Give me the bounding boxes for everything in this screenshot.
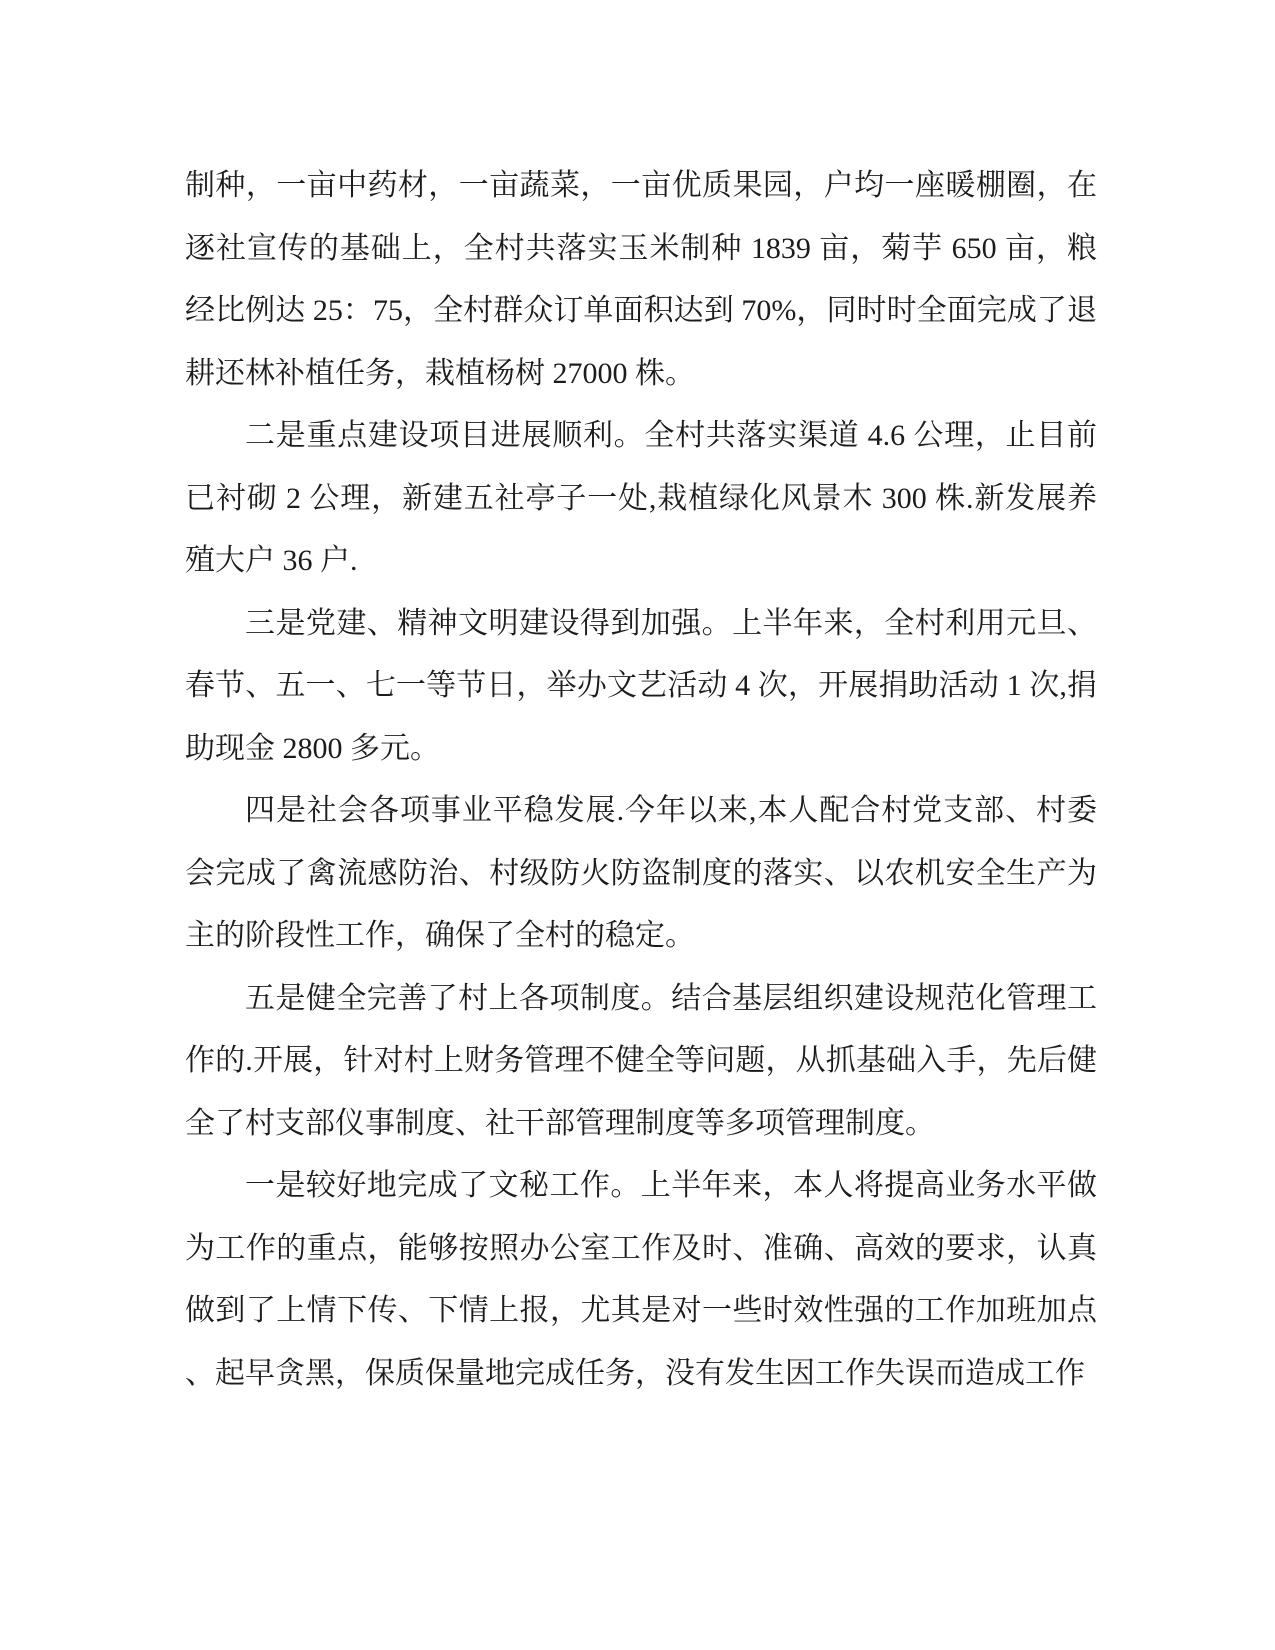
paragraph-social-undertakings: 四是社会各项事业平稳发展.今年以来,本人配合村党支部、村委会完成了禽流感防治、村级防火防盗制度的落实、以农机安全生产为主的阶段性工作，确保了全村的稳定。 <box>185 794 1097 952</box>
paragraph-village-systems: 五是健全完善了村上各项制度。结合基层组织建设规范化管理工作的.开展，针对村上财务管理不健全等问题，从抓基础入手，先后健全了村支部仪事制度、社干部管理制度等多项管理制度。 <box>185 981 1097 1140</box>
paragraph-continuation-planting: 制种，一亩中药材，一亩蔬菜，一亩优质果园，户均一座暖棚圈，在逐社宣传的基础上，全村共落实玉米制种 1839 亩，菊芋 650 亩，粮经比例达 25：75，全村群众订单面积达到 70%，同时时全面完成了退耕还林补植任务，栽植杨树 27000 株。 <box>185 169 1097 390</box>
paragraph-key-construction-projects: 二是重点建设项目进展顺利。全村共落实渠道 4.6 公理，止目前已衬砌 2 公理，新建五社亭子一处,栽植绿化风景木 300 株.新发展养殖大户 36 户. <box>185 419 1097 577</box>
paragraph-secretarial-work: 一是较好地完成了文秘工作。上半年来，本人将提高业务水平做为工作的重点，能够按照办公室工作及时、准确、高效的要求，认真做到了上情下传、下情上报，尤其是对一些时效性强的工作加班加点、起早贪黑，保质保量地完成任务，没有发生因工作失误而造成工作 <box>185 1169 1097 1390</box>
paragraph-party-building: 三是党建、精神文明建设得到加强。上半年来，全村利用元旦、春节、五一、七一等节日，举办文艺活动 4 次，开展捐助活动 1 次,捐助现金 2800 多元。 <box>185 606 1097 765</box>
document-text-body <box>185 155 1097 1405</box>
